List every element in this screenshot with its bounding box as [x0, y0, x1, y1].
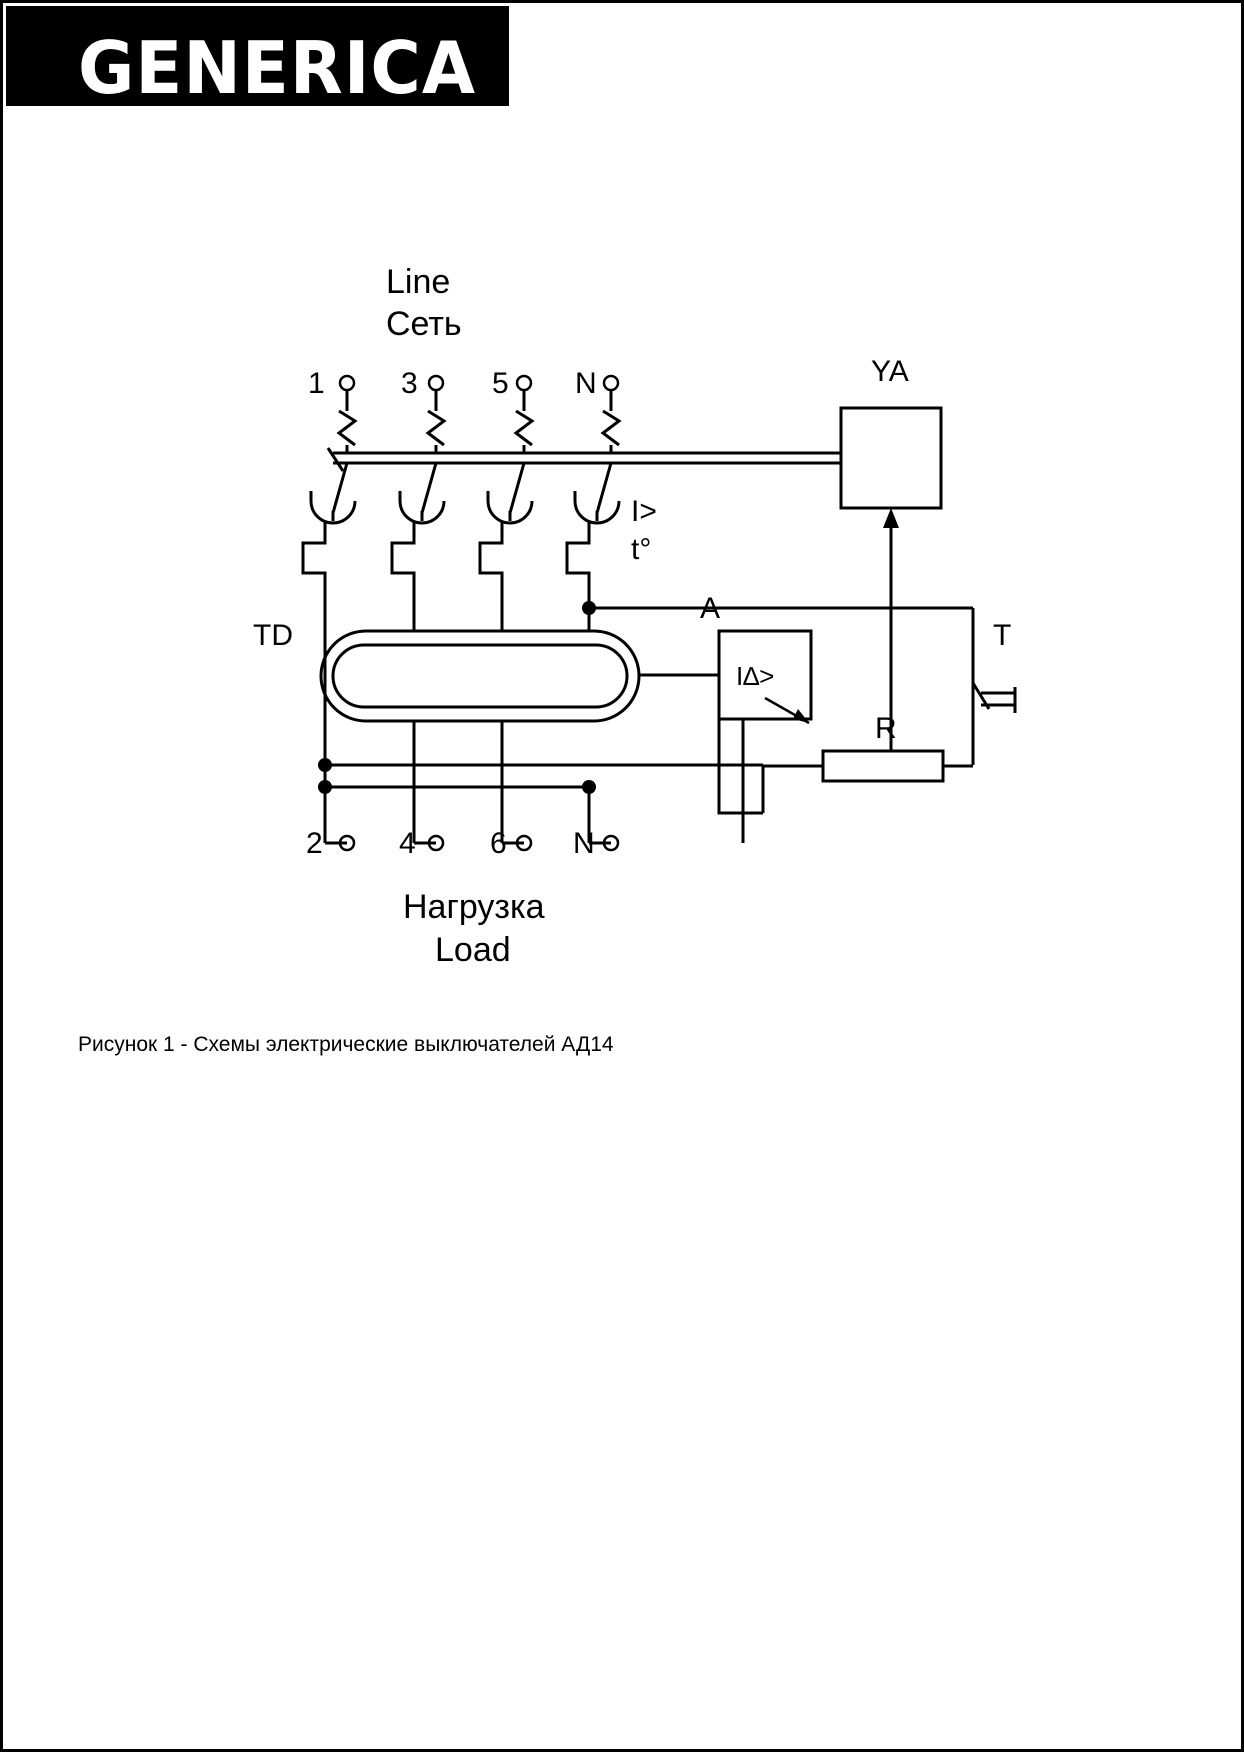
- label-td: TD: [253, 619, 293, 652]
- junction-load-n: [582, 780, 596, 794]
- terminal-label-1: 1: [308, 367, 325, 400]
- thermal-release-elements: [303, 521, 589, 593]
- terminal-label-N-top: N: [575, 367, 597, 400]
- label-line-en: Line: [386, 263, 451, 301]
- label-r: R: [875, 712, 897, 745]
- trip-linkage-bar: [328, 448, 858, 471]
- label-load-en: Load: [435, 931, 511, 969]
- terminal-label-4: 4: [399, 827, 416, 860]
- arc-chute-symbols: [339, 411, 619, 453]
- terminal-label-5: 5: [492, 367, 509, 400]
- schematic-diagram: [3, 153, 1244, 983]
- resistor: [763, 751, 973, 781]
- terminal-label-N-bottom: N: [573, 827, 595, 860]
- terminal-node-3: [429, 376, 443, 390]
- label-overcurrent: I>: [631, 495, 657, 528]
- trip-coil-box: [841, 408, 941, 508]
- junction-load-1: [318, 758, 332, 772]
- brand-bar: [6, 6, 509, 110]
- switch-contacts: [333, 463, 611, 521]
- brand-logo-text: GENERICA: [78, 26, 477, 110]
- label-line-ru: Сеть: [386, 305, 462, 343]
- terminal-node-1: [340, 376, 354, 390]
- terminal-label-3: 3: [401, 367, 418, 400]
- magnetic-release-coils: [311, 491, 619, 523]
- figure-caption: Рисунок 1 - Схемы электрические выключателей АД14: [78, 1033, 614, 1056]
- label-amplifier: A: [700, 592, 721, 625]
- label-t: T: [993, 619, 1012, 652]
- residual-current-block: [719, 631, 811, 723]
- label-ya: YA: [871, 355, 909, 388]
- terminal-node-5: [517, 376, 531, 390]
- label-load-ru: Нагрузка: [403, 888, 545, 926]
- terminal-node-N-top: [604, 376, 618, 390]
- junction-load-2: [318, 780, 332, 794]
- label-residual-symbol: I∆>: [736, 661, 775, 691]
- label-thermal: t°: [631, 533, 652, 566]
- terminal-label-2: 2: [306, 827, 323, 860]
- toroidal-transformer: [321, 631, 639, 721]
- test-button: [973, 663, 1015, 765]
- arrow-head-coil: [883, 508, 899, 528]
- terminal-label-6: 6: [490, 827, 507, 860]
